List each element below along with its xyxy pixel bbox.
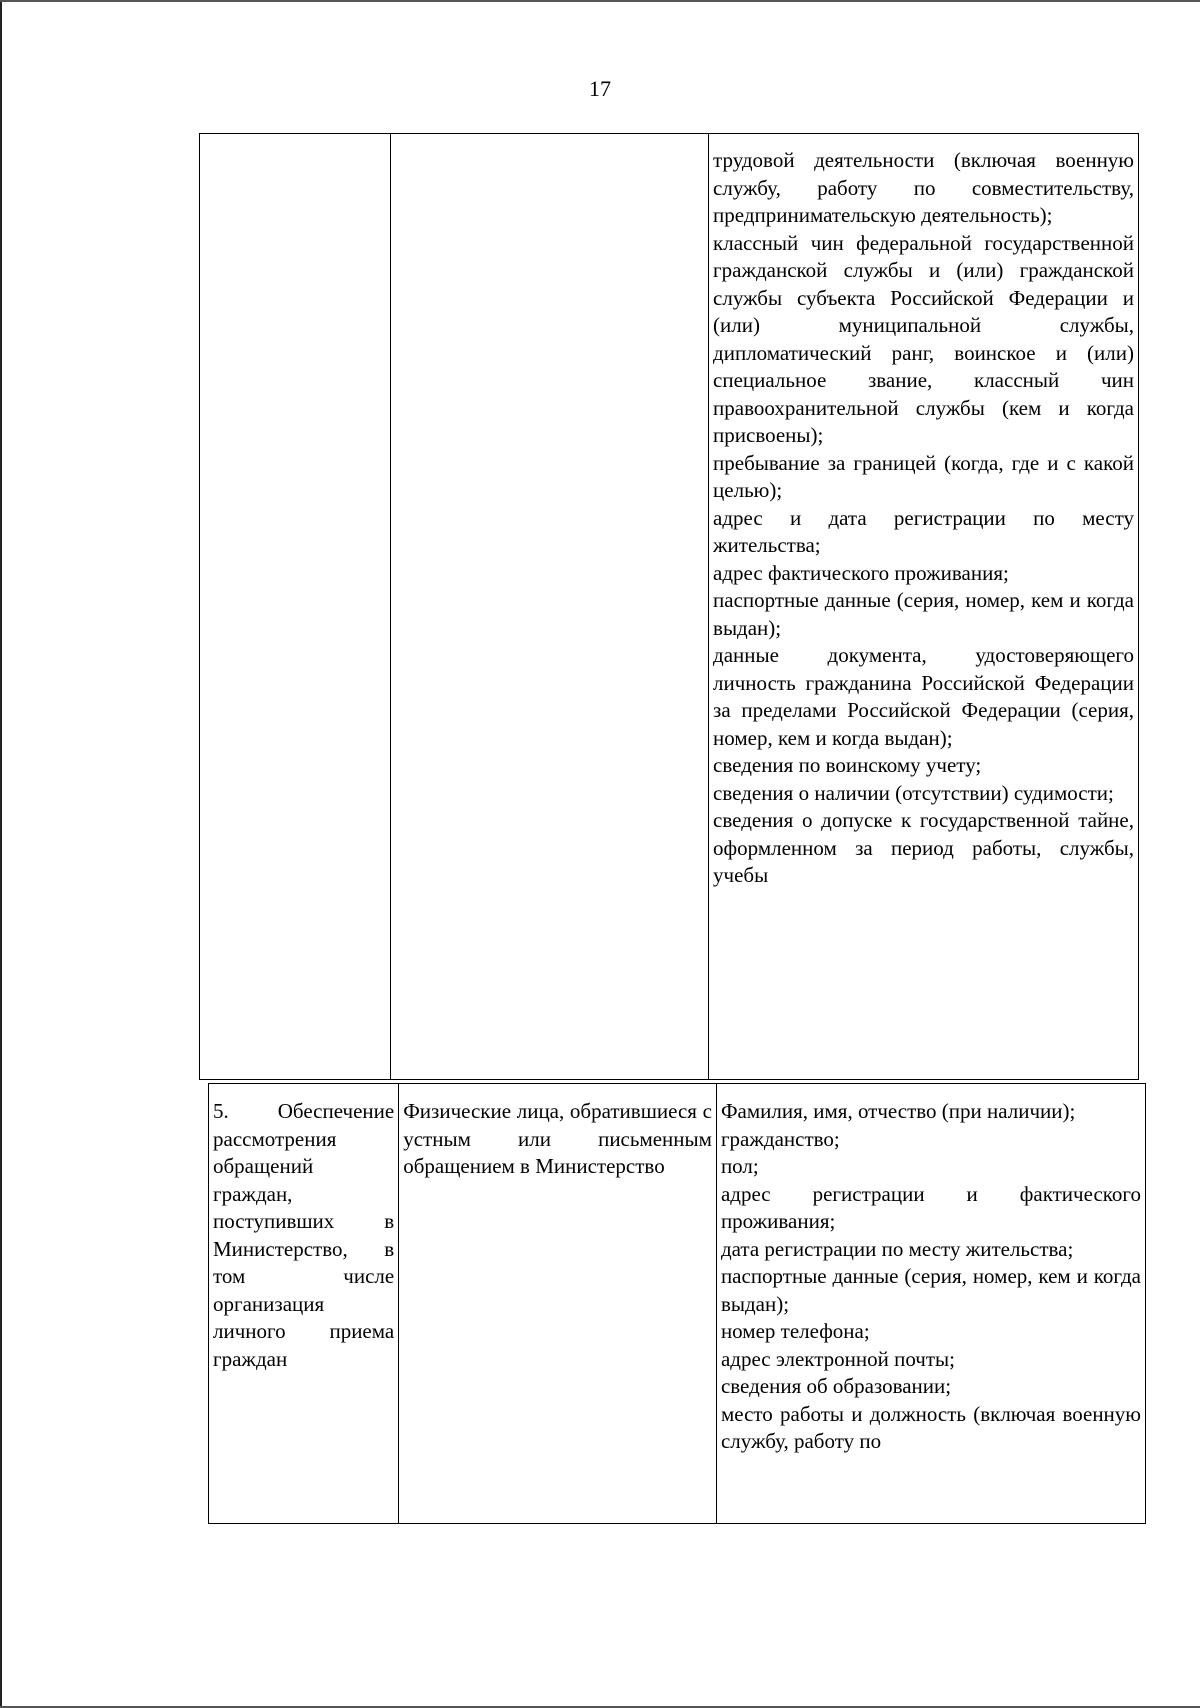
table-row-5	[208, 1083, 1146, 1524]
scan-edge-left	[0, 0, 2, 1708]
table-row	[209, 1084, 1146, 1524]
list-item: сведения об образовании;	[720, 1374, 952, 1398]
list-item: место работы и должность (включая военную службу, работу по	[720, 1401, 1141, 1453]
list-item: дата регистрации по месту жительства;	[720, 1236, 1074, 1261]
cell-subjects: Физические лица, обратившиеся с устным или письменным обращением в Министерство	[399, 1084, 717, 1524]
scan-edge-top	[0, 0, 1200, 2]
cell-data-list	[716, 1084, 1145, 1524]
table-row	[200, 134, 1139, 1080]
cell-purpose	[200, 134, 391, 1080]
list-item: паспортные данные (серия, номер, кем и когда выдан);	[713, 588, 1134, 640]
list-item: классный чин федеральной государственной гражданской службы и (или) гражданской службы субъекта Российской Федерации и (или) муниципальной службы, дипломатический ранг, воинское и (или) специальное звание, классный чин правоохранительной службы (кем и когда присвоены);	[713, 230, 1134, 447]
list-item: пол;	[720, 1154, 759, 1178]
list-item: паспортные данные (серия, номер, кем и когда выдан);	[720, 1264, 1141, 1316]
list-item: сведения по воинскому учету;	[713, 753, 982, 777]
list-item: сведения о наличии (отсутствии) судимости;	[713, 780, 1114, 805]
cell-purpose: 5. Обеспечение рассмотрения обращений граждан, поступивших в Министерство, в том числе организация личного приема граждан	[209, 1084, 399, 1524]
list-item: гражданство;	[720, 1126, 840, 1151]
cell-data-list	[709, 134, 1139, 1080]
list-item: адрес регистрации и фактического проживания;	[720, 1181, 1141, 1233]
list-item: адрес фактического проживания;	[713, 560, 1009, 585]
page-number: 17	[589, 76, 611, 101]
list-item: данные документа, удостоверяющего личность гражданина Российской Федерации за пределами Российской Федерации (серия, номер, кем и когда выдан);	[713, 643, 1134, 750]
list-item: сведения о допуске к государственной тайне, оформленном за период работы, службы, учебы	[713, 808, 1134, 887]
list-item: пребывание за границей (когда, где и с какой целью);	[713, 450, 1134, 502]
list-item: трудовой деятельности (включая военную службу, работу по совместительству, предпринимательскую деятельность);	[713, 148, 1134, 227]
list-item: номер телефона;	[720, 1319, 870, 1343]
table-continuation	[199, 133, 1139, 1080]
list-item: адрес и дата регистрации по месту жительства;	[713, 505, 1134, 557]
list-item: Фамилия, имя, отчество (при наличии);	[720, 1099, 1076, 1123]
cell-subjects	[390, 134, 708, 1080]
list-item: адрес электронной почты;	[720, 1346, 955, 1371]
